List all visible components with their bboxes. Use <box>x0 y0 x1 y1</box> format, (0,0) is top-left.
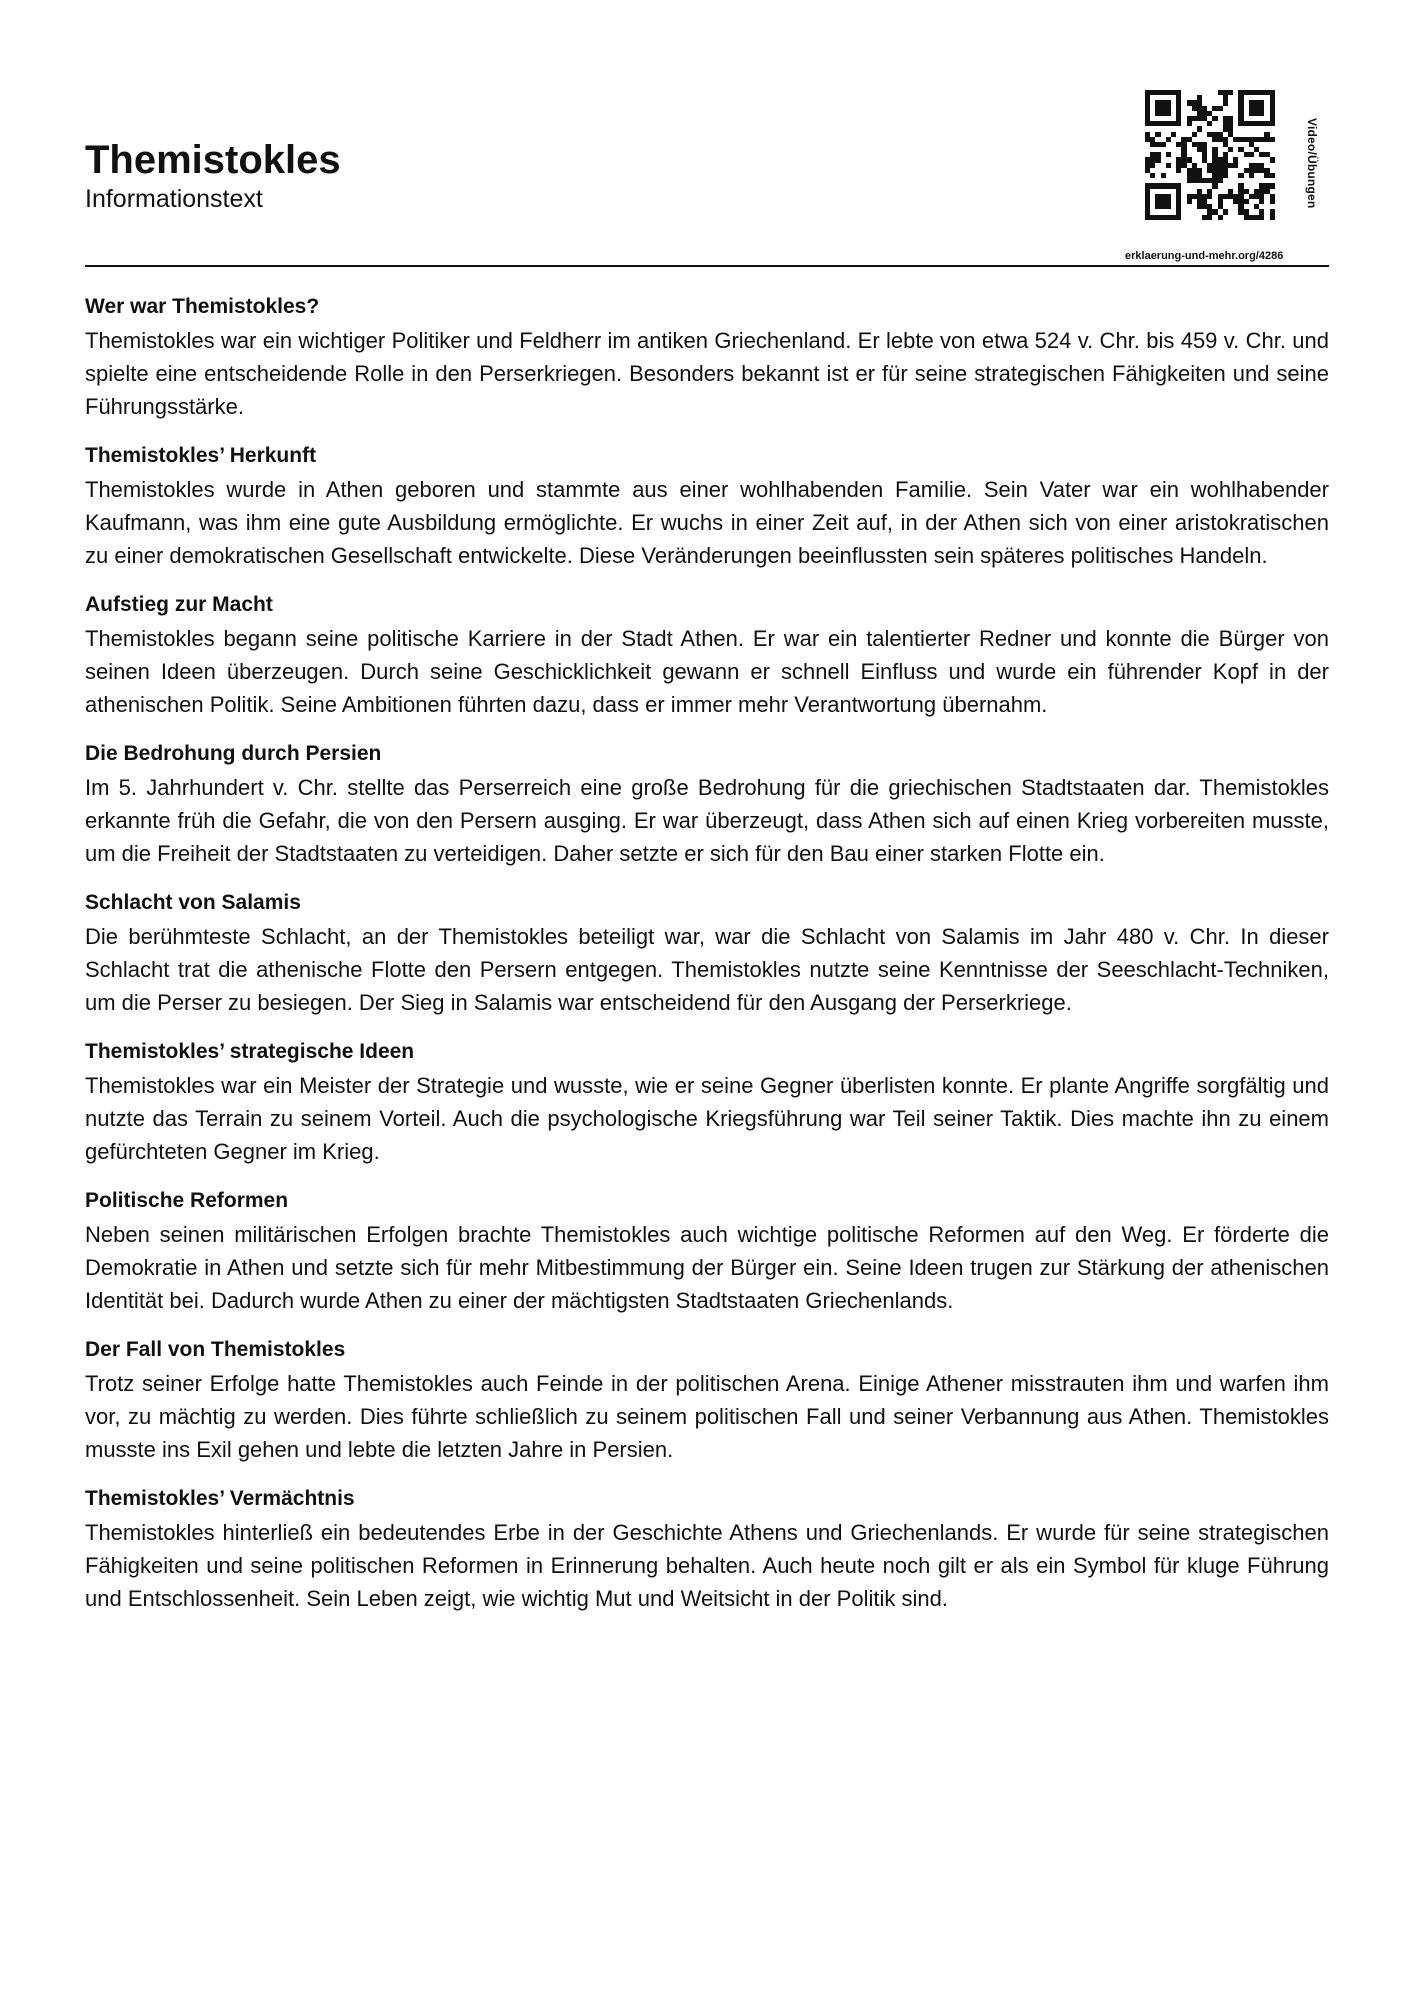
section-heading: Aufstieg zur Macht <box>85 593 273 616</box>
worksheet-page <box>85 0 1329 2000</box>
section-wer-war <box>85 290 1329 423</box>
page-subtitle: Informationstext <box>85 185 263 213</box>
section-heading: Politische Reformen <box>85 1189 289 1212</box>
header-divider <box>85 265 1329 267</box>
content <box>85 290 1329 1631</box>
section-bedrohung <box>85 737 1329 870</box>
section-text: Trotz seiner Erfolge hatte Themistokles auch Feinde in der politischen Arena. Einige Athener misstrauten ihm und warfen ihm vor, zu mächtig zu werden. Dies führte schließlich zu seinem politischen Fall und seiner Verbannung aus Athen. Themistokles musste ins Exil gehen und lebte die letzten Jahre in Persien. <box>85 1371 1329 1462</box>
section-text: Die berühmteste Schlacht, an der Themistokles beteiligt war, war die Schlacht von Salamis im Jahr 480 v. Chr. In dieser Schlacht trat die athenische Flotte den Persern entgegen. Themistokles nutzte seine Kenntnisse der Seeschlacht-Techniken, um die Perser zu besiegen. Der Sieg in Salamis war entscheidend für den Ausgang der Perserkriege. <box>85 924 1329 1015</box>
section-reformen <box>85 1184 1329 1317</box>
section-heading: Themistokles’ Vermächtnis <box>85 1487 355 1510</box>
section-aufstieg <box>85 588 1329 721</box>
qr-module <box>1270 215 1275 220</box>
section-fall <box>85 1333 1329 1466</box>
qr-url[interactable]: erklaerung-und-mehr.org/4286 <box>1125 250 1284 262</box>
section-heading: Wer war Themistokles? <box>85 295 320 318</box>
section-heading: Themistokles’ strategische Ideen <box>85 1040 415 1063</box>
section-text: Themistokles war ein Meister der Strategie und wusste, wie er seine Gegner überlisten konnte. Er plante Angriffe sorgfältig und nutzte das Terrain zu seinem Vorteil. Auch die psychologische Kriegsführung war Teil seiner Taktik. Dies machte ihn zu einem gefürchteten Gegner im Krieg. <box>85 1073 1329 1164</box>
section-text: Themistokles war ein wichtiger Politiker und Feldherr im antiken Griechenland. Er lebte von etwa 524 v. Chr. bis 459 v. Chr. und spielte eine entscheidende Rolle in den Perserkriegen. Besonders bekannt ist er für seine strategischen Fähigkeiten und seine Führungsstärke. <box>85 328 1329 419</box>
section-salamis <box>85 886 1329 1019</box>
section-heading: Themistokles’ Herkunft <box>85 444 317 467</box>
section-text: Neben seinen militärischen Erfolgen brachte Themistokles auch wichtige politische Reformen auf den Weg. Er förderte die Demokratie in Athen und setzte sich für mehr Mitbestimmung der Bürger ein. Seine Ideen trugen zur Stärkung der athenischen Identität bei. Dadurch wurde Athen zu einer der mächtigsten Stadtstaaten Griechenlands. <box>85 1222 1329 1313</box>
page-header <box>85 0 1329 268</box>
qr-code[interactable] <box>1145 90 1285 238</box>
section-heading: Die Bedrohung durch Persien <box>85 742 382 765</box>
section-text: Themistokles wurde in Athen geboren und stammte aus einer wohlhabenden Familie. Sein Vater war ein wohlhabender Kaufmann, was ihm eine gute Ausbildung ermöglichte. Er wuchs in einer Zeit auf, in der Athen sich von einer aristokratischen zu einer demokratischen Gesellschaft entwickelte. Diese Veränderungen beeinflussten sein späteres politisches Handeln. <box>85 477 1329 568</box>
section-text: Themistokles hinterließ ein bedeutendes Erbe in der Geschichte Athens und Griechenlands. Er wurde für seine strategischen Fähigkeiten und seine politischen Reformen in Erinnerung behalten. Auch heute noch gilt er als ein Symbol für kluge Führung und Entschlossenheit. Sein Leben zeigt, wie wichtig Mut und Weitsicht in der Politik sind. <box>85 1520 1329 1611</box>
section-text: Themistokles begann seine politische Karriere in der Stadt Athen. Er war ein talentierter Redner und konnte die Bürger von seinen Ideen überzeugen. Durch seine Geschicklichkeit gewann er schnell Einfluss und wurde ein führender Kopf in der athenischen Politik. Seine Ambitionen führten dazu, dass er immer mehr Verantwortung übernahm. <box>85 626 1329 717</box>
section-heading: Schlacht von Salamis <box>85 891 301 914</box>
section-text: Im 5. Jahrhundert v. Chr. stellte das Perserreich eine große Bedrohung für die griechischen Stadtstaaten dar. Themistokles erkannte früh die Gefahr, die von den Persern ausging. Er war überzeugt, dass Athen sich auf einen Krieg vorbereiten musste, um die Freiheit der Stadtstaaten zu verteidigen. Daher setzte er sich für den Bau einer starken Flotte ein. <box>85 775 1329 866</box>
section-heading: Der Fall von Themistokles <box>85 1338 346 1361</box>
page-title: Themistokles <box>85 138 341 182</box>
section-strategie <box>85 1035 1329 1168</box>
qr-side-label: Video/Übungen <box>1305 118 1319 209</box>
qr-code-pattern <box>1145 90 1285 220</box>
section-vermaechtnis <box>85 1482 1329 1615</box>
section-herkunft <box>85 439 1329 572</box>
title-block <box>85 138 341 214</box>
